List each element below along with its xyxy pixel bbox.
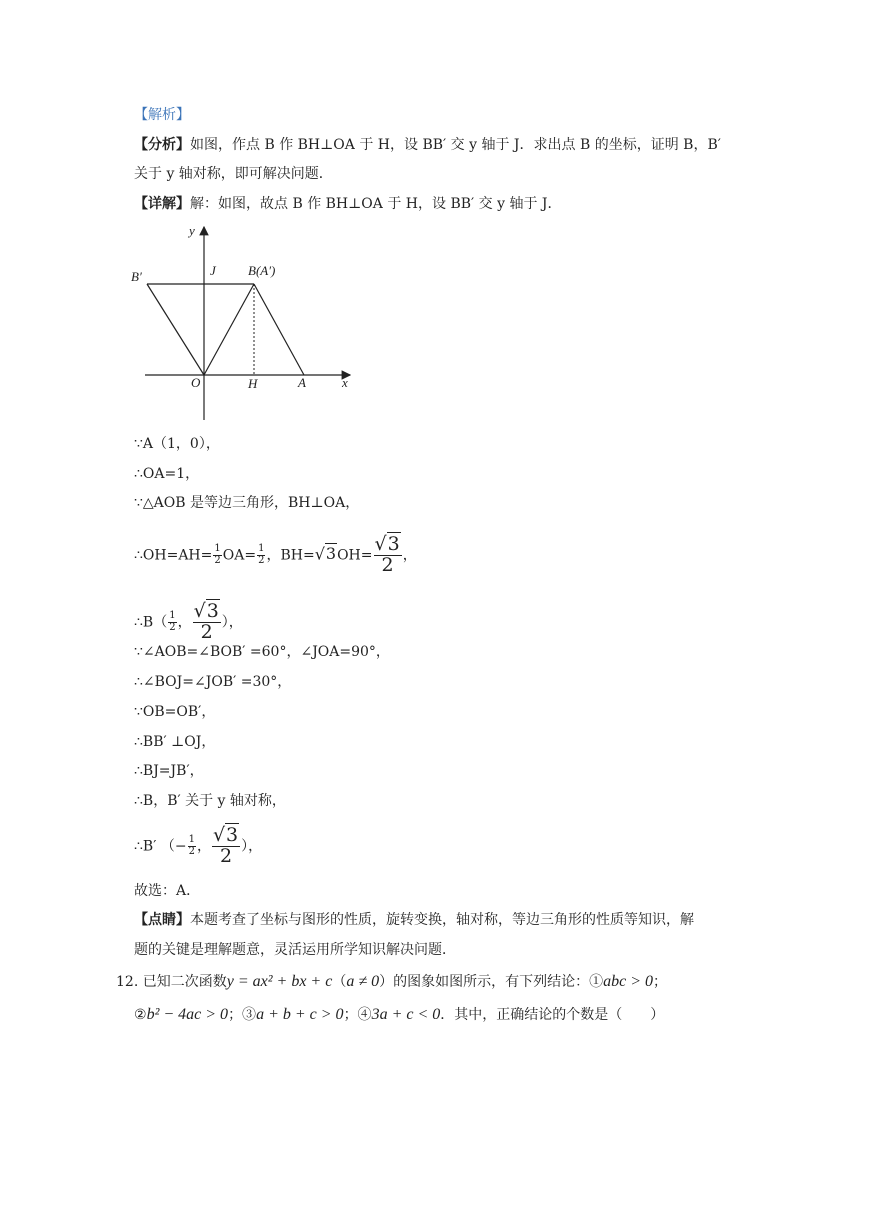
fraction-sqrt3-over-2: $\frac{√3}{2}$ <box>212 824 239 867</box>
step-11: ∴B，B′ 关于 y 轴对称， <box>134 793 286 809</box>
label-h: H <box>248 376 258 391</box>
fraction-numerator: 3 <box>387 533 400 555</box>
conclusion-1: abc > 0 <box>603 973 653 990</box>
fraction-numerator: 1 <box>214 543 221 555</box>
question-text-2: （ <box>332 974 347 990</box>
function-expression: y = ax² + bx + c <box>226 973 333 990</box>
label-b: B(A′) <box>248 263 276 278</box>
question-number: 12. <box>116 974 139 990</box>
label-bprime: B′ <box>131 269 142 284</box>
detail-line <box>134 194 562 214</box>
fraction-half-1 <box>213 544 221 566</box>
detail-text: 解：如图，故点 B 作 BH⊥OA 于 H，设 BB′ 交 y 轴于 J． <box>190 196 562 212</box>
fraction-denominator: 2 <box>214 554 221 566</box>
question-text-5: ；③ <box>228 1007 257 1023</box>
step-1: ∵A（1，0）， <box>134 436 220 452</box>
question-text-3: ）的图象如图所示，有下列结论：① <box>379 974 604 990</box>
step-8: ∵OB=OB′， <box>134 704 216 720</box>
question-text-1: 已知二次函数 <box>142 974 227 990</box>
fraction-denominator: 2 <box>258 554 265 566</box>
fraction-numerator: 1 <box>188 834 195 846</box>
analysis-text-1: 如图，作点 B 作 BH⊥OA 于 H，设 BB′ 交 y 轴于 J．求出点 B 的坐标，证明 B，B′ <box>190 137 721 153</box>
sqrt-3: √3 <box>314 544 337 564</box>
step-3: ∵△AOB 是等边三角形，BH⊥OA， <box>134 495 360 511</box>
label-o: O <box>191 375 201 390</box>
step-4-text-d: OH= <box>337 547 373 564</box>
fraction-half-2 <box>257 544 265 566</box>
detail-tag: 【详解】 <box>134 196 190 212</box>
question-12-line-2 <box>134 1005 664 1025</box>
label-x: x <box>342 375 348 390</box>
step-4-text-e: ， <box>402 547 417 564</box>
conclusion-2: b² − 4ac > 0 <box>146 1006 229 1023</box>
fraction-denominator: 2 <box>169 621 176 633</box>
step-12-text-c: ）， <box>241 838 263 855</box>
step-4-text-b: OA= <box>222 547 257 564</box>
label-a: A <box>298 375 306 390</box>
fraction-sqrt3-over-2: $\frac{√3}{2}$ <box>193 600 219 643</box>
comment-line-2: 题的关键是理解题意，灵活运用所学知识解决问题． <box>134 942 456 958</box>
step-2: ∴OA=1， <box>134 466 200 482</box>
conclusion-2-prefix: ② <box>134 1007 147 1023</box>
step-9: ∴BB′ ⊥OJ， <box>134 734 216 750</box>
choice-line: 故选：A． <box>134 883 201 899</box>
fraction-denominator: 2 <box>219 844 233 867</box>
jiexi-heading: 【解析】 <box>134 107 190 123</box>
question-12-line-1 <box>116 972 667 992</box>
label-j: J <box>210 263 216 278</box>
step-5-text-a: ∴B（ <box>134 614 168 631</box>
radicand: 3 <box>325 544 337 564</box>
fraction-half-4 <box>188 835 196 857</box>
question-text-6: ；④ <box>343 1007 372 1023</box>
analysis-line-2: 关于 y 轴对称，即可解决问题． <box>134 166 333 182</box>
step-10: ∴BJ=JB′， <box>134 763 204 779</box>
fraction-sqrt3-over-2: $\frac{√3}{2}$ <box>374 533 400 576</box>
question-text-4: ； <box>653 974 667 990</box>
step-6: ∵∠AOB=∠BOB′ =60°，∠JOA=90°， <box>134 644 390 660</box>
geometry-figure <box>125 222 360 422</box>
fraction-numerator: 1 <box>169 610 176 622</box>
fraction-denominator: 2 <box>381 553 394 576</box>
comment-line-1 <box>134 910 694 930</box>
comment-tag: 【点睛】 <box>134 912 190 928</box>
step-5-text-b: ， <box>177 614 192 631</box>
fraction-denominator: 2 <box>200 620 213 643</box>
condition-expression: a ≠ 0 <box>346 973 380 990</box>
step-7: ∴∠BOJ=∠JOB′ =30°， <box>134 674 292 690</box>
fraction-denominator: 2 <box>188 845 195 857</box>
step-12 <box>134 826 262 867</box>
fraction-half-3 <box>168 611 176 633</box>
segment-b-a <box>254 284 304 375</box>
step-12-text-a: ∴B′ （− <box>134 838 187 855</box>
comment-text-1: 本题考查了坐标与图形的性质，旋转变换，轴对称，等边三角形的性质等知识，解 <box>190 912 694 928</box>
conclusion-4: 3a + c < 0 <box>371 1006 441 1023</box>
step-4-text-a: ∴OH=AH= <box>134 547 213 564</box>
step-12-text-b: ， <box>196 838 211 855</box>
analysis-tag: 【分析】 <box>134 137 190 153</box>
question-text-7: ．其中，正确结论的个数是（ ） <box>440 1007 665 1023</box>
step-4 <box>134 535 417 576</box>
conclusion-3: a + b + c > 0 <box>256 1006 344 1023</box>
step-4-text-c: ，BH= <box>266 547 315 564</box>
analysis-line-1 <box>134 135 721 155</box>
step-5-text-c: ）， <box>221 614 243 631</box>
segment-o-b <box>204 284 254 375</box>
fraction-numerator: 3 <box>206 600 219 622</box>
label-y: y <box>189 223 195 238</box>
step-5 <box>134 602 243 643</box>
fraction-numerator: 1 <box>258 543 265 555</box>
segment-bprime-o <box>147 284 204 375</box>
fraction-numerator: 3 <box>226 824 239 846</box>
